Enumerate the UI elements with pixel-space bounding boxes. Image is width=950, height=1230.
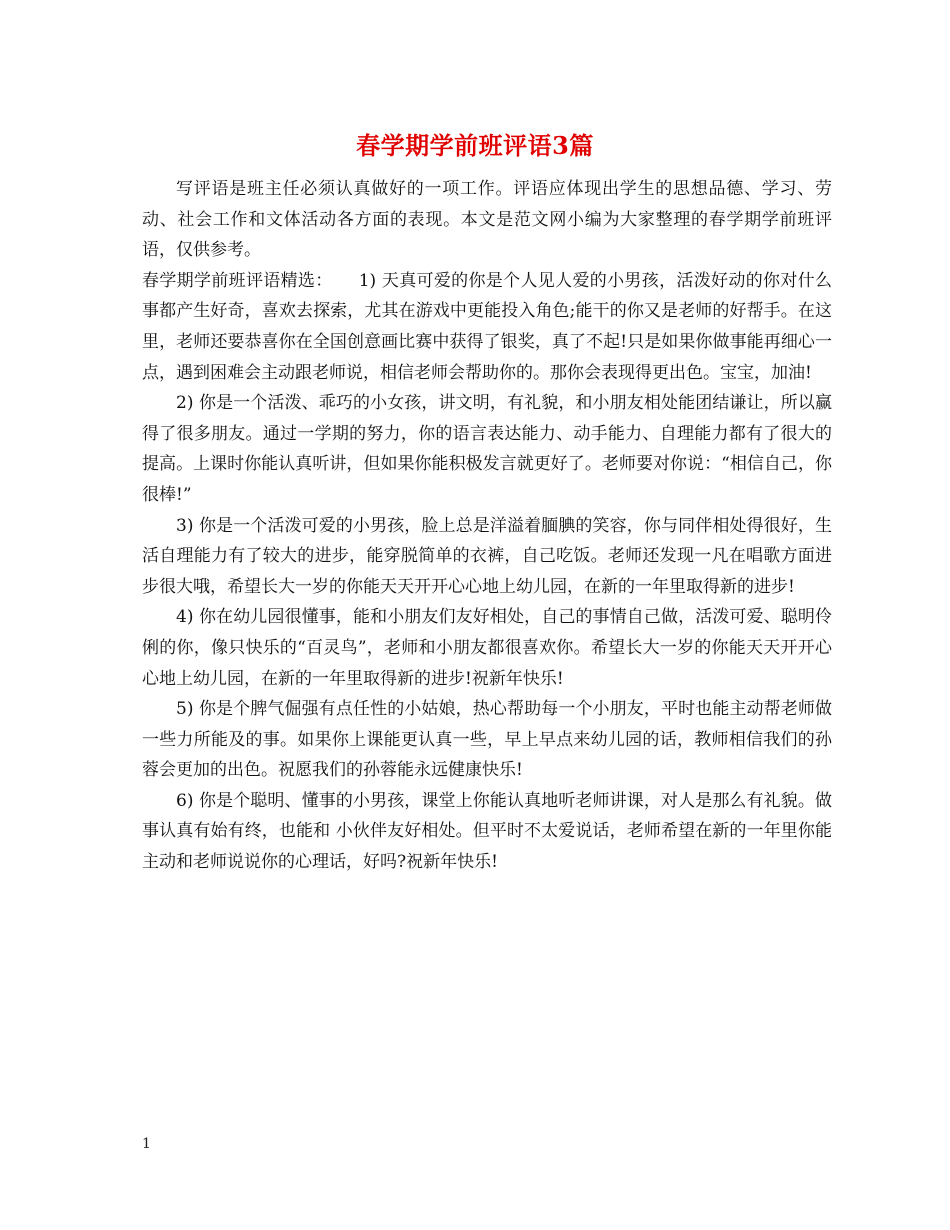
document-title: 春学期学前班评语3篇: [356, 131, 594, 160]
page-number: 1: [142, 1136, 151, 1152]
intro-paragraph: 写评语是班主任必须认真做好的一项工作。评语应体现出学生的思想品德、学习、劳动、社会工作和文体活动各方面的表现。本文是范文网小编为大家整理的春学期学前班评语，仅供参考。: [142, 179, 832, 261]
comment-paragraph-5: 5) 你是个脾气倔强有点任性的小姑娘，热心帮助每一个小朋友，平时也能主动帮老师做一些力所能及的事。如果你上课能更认真一些，早上早点来幼儿园的话，教师相信我们的孙蓉会更加的出色。祝愿我们的孙蓉能永远健康快乐!: [142, 699, 832, 781]
comment-paragraph-4: 4) 你在幼儿园很懂事，能和小朋友们友好相处，自己的事情自己做，活泼可爱、聪明伶俐的你，像只快乐的“百灵鸟”，老师和小朋友都很喜欢你。希望长大一岁的你能天天开开心心地上幼儿园，在新的一年里取得新的进步!祝新年快乐!: [142, 607, 832, 689]
comment-paragraph-6: 6) 你是个聪明、懂事的小男孩，课堂上你能认真地听老师讲课，对人是那么有礼貌。做事认真有始有终，也能和 小伙伴友好相处。但平时不太爱说话，老师希望在新的一年里你能主动和老师说说你的心理话，好吗?祝新年快乐!: [142, 790, 832, 873]
comment-paragraph-1: 春学期学前班评语精选： 1) 天真可爱的你是个人见人爱的小男孩，活泼好动的你对什么事都产生好奇，喜欢去探索，尤其在游戏中更能投入角色;能干的你又是老师的好帮手。在这里，老师还要恭喜你在全国创意画比赛中获得了银奖，真了不起!只是如果你做事能再细心一点，遇到困难会主动跟老师说，相信老师会帮助你的。那你会表现得更出色。宝宝，加油!: [142, 270, 832, 383]
document-body: [142, 174, 832, 878]
comment-paragraph-2: 2) 你是一个活泼、乖巧的小女孩，讲文明，有礼貌，和小朋友相处能团结谦让，所以赢得了很多朋友。通过一学期的努力，你的语言表达能力、动手能力、自理能力都有了很大的提高。上课时你能认真听讲，但如果你能积极发言就更好了。老师要对你说：“相信自己，你很棒!”: [142, 393, 832, 505]
comment-paragraph-3: 3) 你是一个活泼可爱的小男孩，脸上总是洋溢着腼腆的笑容，你与同伴相处得很好，生活自理能力有了较大的进步，能穿脱简单的衣裤，自己吃饭。老师还发现一凡在唱歌方面进步很大哦，希望长大一岁的你能天天开开心心地上幼儿园，在新的一年里取得新的进步!: [142, 515, 832, 597]
